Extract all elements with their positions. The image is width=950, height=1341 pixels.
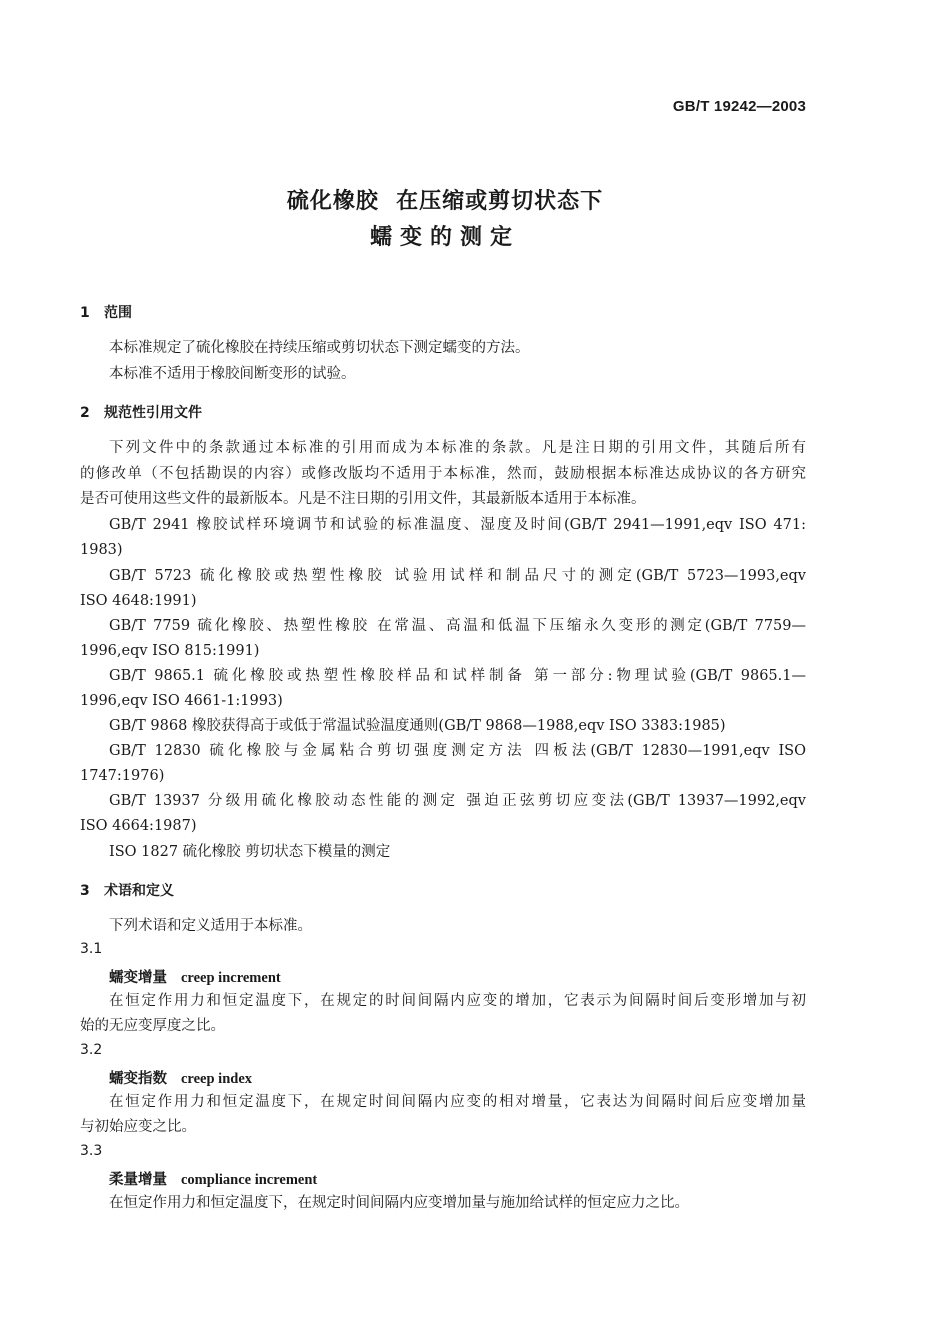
section-title: 规范性引用文件 bbox=[104, 405, 202, 421]
term-zh: 蠕变增量 bbox=[109, 970, 167, 986]
section-3-heading bbox=[80, 880, 174, 900]
section-2-heading bbox=[80, 402, 202, 422]
term-number: 3.3 bbox=[80, 1143, 103, 1159]
standard-number: GB/T 19242—2003 bbox=[672, 98, 806, 115]
term-definition-cont: 与初始应变之比。 bbox=[80, 1119, 196, 1135]
term-definition: 在恒定作用力和恒定温度下，在规定时间间隔内应变增加量与施加给试样的恒定应力之比。 bbox=[109, 1195, 689, 1211]
reference-item: ISO 1827 硫化橡胶 剪切状态下模量的测定 bbox=[109, 844, 391, 860]
scope-paragraph-2: 本标准不适用于橡胶间断变形的试验。 bbox=[109, 366, 356, 382]
section-number: 1 bbox=[80, 305, 90, 321]
term-en: compliance increment bbox=[181, 1172, 318, 1188]
section-number: 3 bbox=[80, 883, 90, 899]
term-zh: 蠕变指数 bbox=[109, 1071, 167, 1087]
reference-item-cont: 1996,eqv ISO 815:1991) bbox=[80, 643, 260, 659]
term-heading bbox=[109, 966, 281, 987]
section-title: 范围 bbox=[104, 305, 132, 321]
normative-intro-line3: 是否可使用这些文件的最新版本。凡是不注日期的引用文件，其最新版本适用于本标准。 bbox=[80, 491, 646, 507]
scope-paragraph-1: 本标准规定了硫化橡胶在持续压缩或剪切状态下测定蠕变的方法。 bbox=[109, 340, 530, 356]
reference-item: GB/T 5723 硫化橡胶或热塑性橡胶 试验用试样和制品尺寸的测定(GB/T 5723—1993,eqv bbox=[109, 568, 806, 584]
reference-item-cont: ISO 4648:1991) bbox=[80, 593, 197, 609]
section-number: 2 bbox=[80, 405, 90, 421]
term-en: creep increment bbox=[181, 970, 281, 986]
reference-item-cont: 1747:1976) bbox=[80, 768, 165, 784]
reference-item-cont: 1996,eqv ISO 4661-1:1993) bbox=[80, 693, 283, 709]
term-zh: 柔量增量 bbox=[109, 1172, 167, 1188]
reference-item: GB/T 9868 橡胶获得高于或低于常温试验温度通则(GB/T 9868—1988,eqv ISO 3383:1985) bbox=[109, 718, 726, 734]
reference-item: GB/T 9865.1 硫化橡胶或热塑性橡胶样品和试样制备 第一部分:物理试验(GB/T 9865.1— bbox=[109, 668, 806, 684]
term-heading bbox=[109, 1168, 317, 1189]
section-title: 术语和定义 bbox=[104, 883, 174, 899]
normative-intro-line2: 的修改单（不包括勘误的内容）或修改版均不适用于本标准，然而，鼓励根据本标准达成协议的各方研究 bbox=[80, 466, 806, 482]
reference-item: GB/T 7759 硫化橡胶、热塑性橡胶 在常温、高温和低温下压缩永久变形的测定(GB/T 7759— bbox=[109, 618, 806, 634]
reference-item: GB/T 13937 分级用硫化橡胶动态性能的测定 强迫正弦剪切应变法(GB/T 13937—1992,eqv bbox=[109, 793, 806, 809]
document-title-line2: 蠕变的测定 bbox=[369, 225, 520, 250]
section-1-heading bbox=[80, 302, 132, 322]
term-number: 3.1 bbox=[80, 941, 103, 957]
term-number: 3.2 bbox=[80, 1042, 103, 1058]
normative-intro-line1: 下列文件中的条款通过本标准的引用而成为本标准的条款。凡是注日期的引用文件，其随后所有 bbox=[109, 440, 806, 456]
reference-item-cont: 1983) bbox=[80, 542, 123, 558]
term-definition: 在恒定作用力和恒定温度下，在规定时间间隔内应变的相对增量，它表达为间隔时间后应变增加量 bbox=[109, 1094, 806, 1110]
term-definition-cont: 始的无应变厚度之比。 bbox=[80, 1018, 225, 1034]
term-definition: 在恒定作用力和恒定温度下，在规定的时间间隔内应变的增加，它表示为间隔时间后变形增加与初 bbox=[109, 993, 806, 1009]
reference-item: GB/T 12830 硫化橡胶与金属粘合剪切强度测定方法 四板法(GB/T 12830—1991,eqv ISO bbox=[109, 743, 806, 759]
term-en: creep index bbox=[181, 1071, 253, 1087]
term-heading bbox=[109, 1067, 252, 1088]
reference-item: GB/T 2941 橡胶试样环境调节和试验的标准温度、湿度及时间(GB/T 2941—1991,eqv ISO 471: bbox=[109, 517, 806, 533]
document-title-line1: 硫化橡胶 在压缩或剪切状态下 bbox=[286, 189, 604, 214]
terms-intro: 下列术语和定义适用于本标准。 bbox=[109, 918, 312, 934]
reference-item-cont: ISO 4664:1987) bbox=[80, 818, 197, 834]
